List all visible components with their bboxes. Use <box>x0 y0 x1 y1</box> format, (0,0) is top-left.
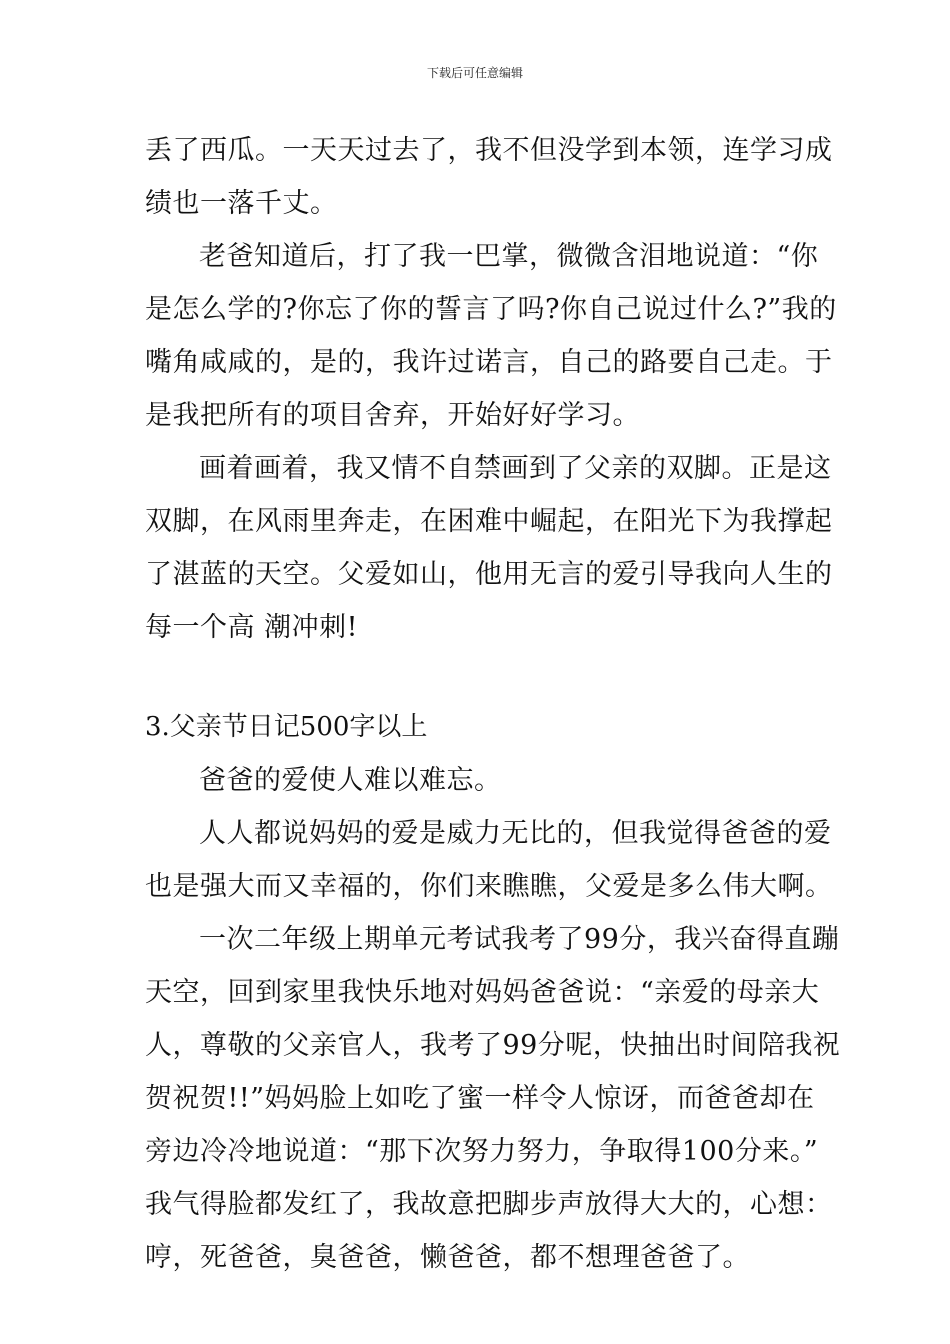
paragraph <box>145 230 837 442</box>
document-body <box>145 124 841 1284</box>
text-line: 哼，死爸爸，臭爸爸，懒爸爸，都不想理爸爸了。 <box>145 1242 750 1273</box>
paragraph <box>145 913 841 1284</box>
text-line: 也是强大而又幸福的，你们来瞧瞧，父爱是多么伟大啊。 <box>145 871 833 902</box>
paragraph <box>145 807 833 913</box>
section-gap <box>145 654 810 701</box>
text-line: 画着画着，我又情不自禁画到了父亲的双脚。正是这 <box>199 453 832 484</box>
text-line: 天空，回到家里我快乐地对妈妈爸爸说：“亲爱的母亲大 <box>145 977 820 1008</box>
text-line: 人，尊敬的父亲官人，我考了99分呢，快抽出时间陪我祝 <box>145 1030 841 1061</box>
text-line: 是怎么学的?你忘了你的誓言了吗?你自己说过什么?”我的 <box>145 294 837 325</box>
text-line: 老爸知道后，打了我一巴掌，微微含泪地说道：“你 <box>199 241 819 272</box>
paragraph <box>145 754 810 807</box>
text-line: 了湛蓝的天空。父爱如山，他用无言的爱引导我向人生的 <box>145 559 833 590</box>
paragraph <box>145 124 833 230</box>
section-heading: 3.父亲节日记500字以上 <box>145 712 428 742</box>
text-line: 丢了西瓜。一天天过去了，我不但没学到本领，连学习成 <box>145 135 833 166</box>
text-line: 是我把所有的项目舍弃，开始好好学习。 <box>145 400 640 431</box>
text-line: 嘴角咸咸的，是的，我许过诺言，自己的路要自己走。于 <box>145 347 833 378</box>
page-header: 下载后可任意编辑 <box>426 66 523 80</box>
text-line: 一次二年级上期单元考试我考了99分，我兴奋得直蹦 <box>199 924 840 955</box>
text-line: 贺祝贺!!”妈妈脸上如吃了蜜一样令人惊讶，而爸爸却在 <box>145 1083 815 1114</box>
text-line: 人人都说妈妈的爱是威力无比的，但我觉得爸爸的爱 <box>199 818 832 849</box>
text-line: 每一个高 潮冲刺! <box>145 612 358 643</box>
text-line: 双脚，在风雨里奔走，在困难中崛起，在阳光下为我撑起 <box>145 506 833 537</box>
text-line: 旁边冷冷地说道：“那下次努力努力，争取得100分来。” <box>145 1136 819 1167</box>
text-line: 绩也一落千丈。 <box>145 188 338 219</box>
text-line: 我气得脸都发红了，我故意把脚步声放得大大的，心想： <box>145 1189 833 1220</box>
paragraph <box>145 442 833 654</box>
text-line: 爸爸的爱使人难以难忘。 <box>199 765 502 796</box>
